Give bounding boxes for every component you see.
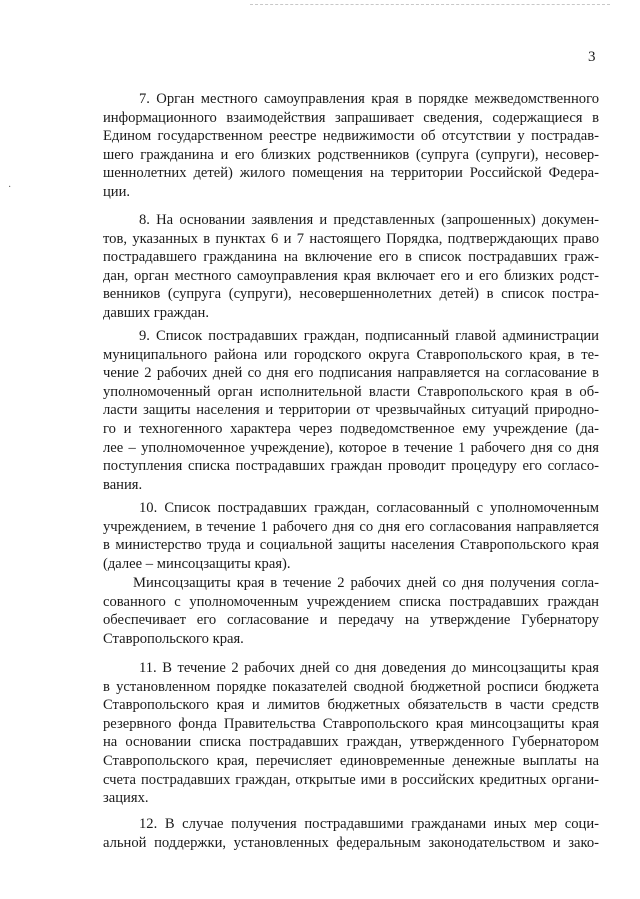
text-line: пострадавшего гражданина на включение его в список пострадавших граж- — [103, 249, 599, 266]
text-line: шего гражданина и его близких родственников (супруга (супруги), несовер- — [103, 146, 599, 163]
text-line: давших граждан. — [103, 304, 209, 321]
text-line: 11. В течение 2 рабочих дней со дня доведения до минсоцзащиты края — [139, 660, 599, 676]
margin-speck: · — [8, 182, 12, 193]
text-line: 10. Список пострадавших граждан, согласованный с уполномоченным — [139, 500, 599, 516]
text-line: ласти защиты населения и территории от чрезвычайных ситуаций природно- — [103, 402, 599, 419]
text-line: чение 2 рабочих дней со дня его подписания направляется на согласование в — [103, 365, 599, 382]
text-line: венников (супруга (супруги), несовершеннолетних детей) в список постра- — [103, 286, 599, 303]
paragraph-7 — [103, 90, 599, 202]
text-line: го и техногенного характера через подведомственное ему учреждение (да- — [103, 420, 599, 437]
page-number: 3 — [588, 49, 596, 65]
text-line: альной поддержки, установленных федеральным законодательством и зако- — [103, 834, 599, 851]
text-line: сованного с уполномоченным учреждением списка пострадавших граждан — [103, 593, 599, 610]
text-line: зациях. — [103, 790, 149, 807]
text-line: Минсоцзащиты края в течение 2 рабочих дней со дня получения согла- — [133, 575, 599, 591]
text-line: 7. Орган местного самоуправления края в порядке межведомственного — [139, 91, 599, 107]
paragraph-11 — [103, 659, 599, 808]
text-line: обеспечивает его согласование и передачу на утверждение Губернатору — [103, 612, 599, 629]
text-line: информационного взаимодействия запрашивает сведения, содержащиеся в — [103, 109, 599, 126]
text-line: в установленном порядке показателей сводной бюджетной росписи бюджета — [103, 678, 599, 695]
paragraph-9 — [103, 327, 599, 494]
text-line: Едином государственном реестре недвижимости об отсутствии у пострадав- — [103, 128, 599, 145]
text-line: 8. На основании заявления и представленных (запрошенных) докумен- — [139, 212, 599, 228]
text-line: Ставропольского края и лимитов бюджетных обязательств в части средств — [103, 697, 599, 714]
text-line: тов, указанных в пунктах 6 и 7 настоящего Порядка, подтверждающих право — [103, 230, 599, 247]
text-line: резервного фонда Правительства Ставропольского края минсоцзащиты края — [103, 715, 599, 732]
text-line: уполномоченный орган исполнительной власти Ставропольского края в об- — [103, 383, 599, 400]
text-line: дан, орган местного самоуправления края включает его и его близких родст- — [103, 267, 599, 284]
paragraph-10-continued — [103, 574, 599, 648]
text-line: 12. В случае получения пострадавшими гражданами иных мер соци- — [139, 816, 599, 832]
text-line: (далее – минсоцзащиты края). — [103, 555, 291, 572]
paragraph-12 — [103, 815, 599, 852]
text-line: лее – уполномоченное учреждение), которое в течение 1 рабочего дня со дня — [103, 439, 599, 456]
text-line: Ставропольского края. — [103, 630, 244, 647]
text-line: 9. Список пострадавших граждан, подписанный главой администрации — [139, 328, 599, 344]
text-line: учреждением, в течение 1 рабочего дня со дня его согласования направляется — [103, 518, 599, 535]
text-line: счета пострадавших граждан, открытые ими в российских кредитных органи- — [103, 771, 599, 788]
text-line: поступления списка пострадавших граждан проводит процедуру его согласо- — [103, 458, 599, 475]
paragraph-10 — [103, 499, 599, 573]
text-line: ции. — [103, 183, 131, 200]
text-line: на основании списка пострадавших граждан, утвержденного Губернатором — [103, 734, 599, 751]
text-line: Ставропольского края, перечисляет единовременные денежные выплаты на — [103, 752, 599, 769]
text-line: вания. — [103, 476, 143, 493]
text-line: в министерство труда и социальной защиты населения Ставропольского края — [103, 537, 599, 554]
text-line: шеннолетних детей) жилого помещения на территории Российской Федера- — [103, 165, 599, 182]
text-line: муниципального района или городского округа Ставропольского края, в те- — [103, 346, 599, 363]
paragraph-8 — [103, 211, 599, 323]
scan-top-edge — [250, 4, 610, 5]
